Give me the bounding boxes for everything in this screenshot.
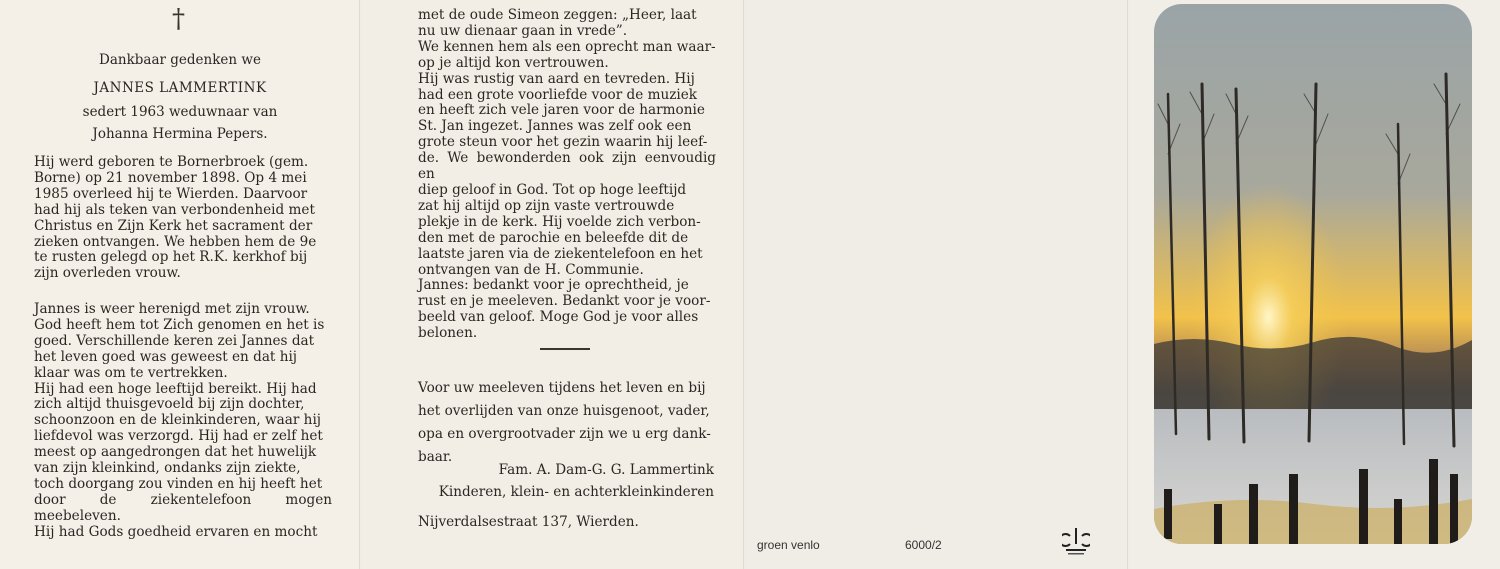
- divider: [540, 348, 590, 350]
- cross-icon: †: [172, 4, 185, 34]
- paragraph-character: met de oude Simeon zeggen: „Heer, laat nu uw dienaar gaan in vrede”. We kennen hem als een oprecht man waar- op je altijd kon vertrouwen. Hij was rustig van aard en tevreden. Hij had een grote voorliefde voor de muziek en heeft zich vele jaren voor de harmonie St. Jan ingezet. Jannes was zelf ook een grote steun voor het gezin waarin hij leef- de. We bewonderden ook zijn eenvoudig en diep geloof in God. Tot op hoge leeftijd zat hij altijd op zijn vaste vertrouwde plekje in de kerk. Hij voelde zich verbon- den met de parochie en beleefde dit de laatste jaren via de ziekentelefoon en het ontvangen van de H. Communie. Jannes: bedankt voor je oprechtheid, je rust en je meeleven. Bedankt voor je voor- beeld van geloof. Moge God je voor alles belonen.: [418, 7, 716, 342]
- spouse-name: Johanna Hermina Pepers.: [92, 126, 268, 142]
- family-signature: Fam. A. Dam-G. G. Lammertink: [498, 462, 714, 478]
- sunset-photo: [1154, 4, 1472, 544]
- fold-line: [1127, 0, 1129, 569]
- thanks-text: Voor uw meeleven tijdens het leven en bij het overlijden van onze huisgenoot, vader, opa en overgrootvader zijn we u erg dank- baar.: [418, 380, 711, 465]
- printer-location: groen venlo: [757, 538, 820, 552]
- heading: Dankbaar gedenken we: [99, 52, 261, 68]
- fold-line: [743, 0, 745, 569]
- printer-logo-icon: [1062, 526, 1090, 556]
- widower-line: sedert 1963 weduwnaar van: [82, 104, 278, 120]
- blank-panel: [744, 0, 1128, 569]
- paragraph-reunited: Jannes is weer herenigd met zijn vrouw. God heeft hem tot Zich genomen en het is goed. Verschillende keren zei Jannes dat het leven goed was geweest en dat hij klaar was om te vertrekken. Hij had een hoge leeftijd bereikt. Hij had zich altijd thuisgevoeld bij zijn dochter, schoonzoon en de kleinkinderen, waar hij liefdevol was verzorgd. Hij had er zelf het meest op aangedrongen dat het huwelijk van zijn kleinkind, ondanks zijn ziekte, toch doorgang zou vinden en hij heeft het door de ziekentelefoon mogen meebeleven. Hij had Gods goedheid ervaren en mocht: [34, 301, 332, 540]
- deceased-name: JANNES LAMMERTINK: [93, 80, 267, 96]
- address: Nijverdalsestraat 137, Wierden.: [418, 514, 639, 530]
- paragraph-birth: Hij werd geboren te Bornerbroek (gem. Borne) op 21 november 1898. Op 4 mei 1985 overleed hij te Wierden. Daarvoor had hij als teken van verbondenheid met Christus en Zijn Kerk het sacrament der zieken ontvangen. We hebben hem de 9e te rusten gelegd op het R.K. kerkhof bij zijn overleden vrouw.: [34, 154, 317, 282]
- print-code: 6000/2: [905, 538, 942, 552]
- children-signature: Kinderen, klein- en achterkleinkinderen: [438, 484, 714, 500]
